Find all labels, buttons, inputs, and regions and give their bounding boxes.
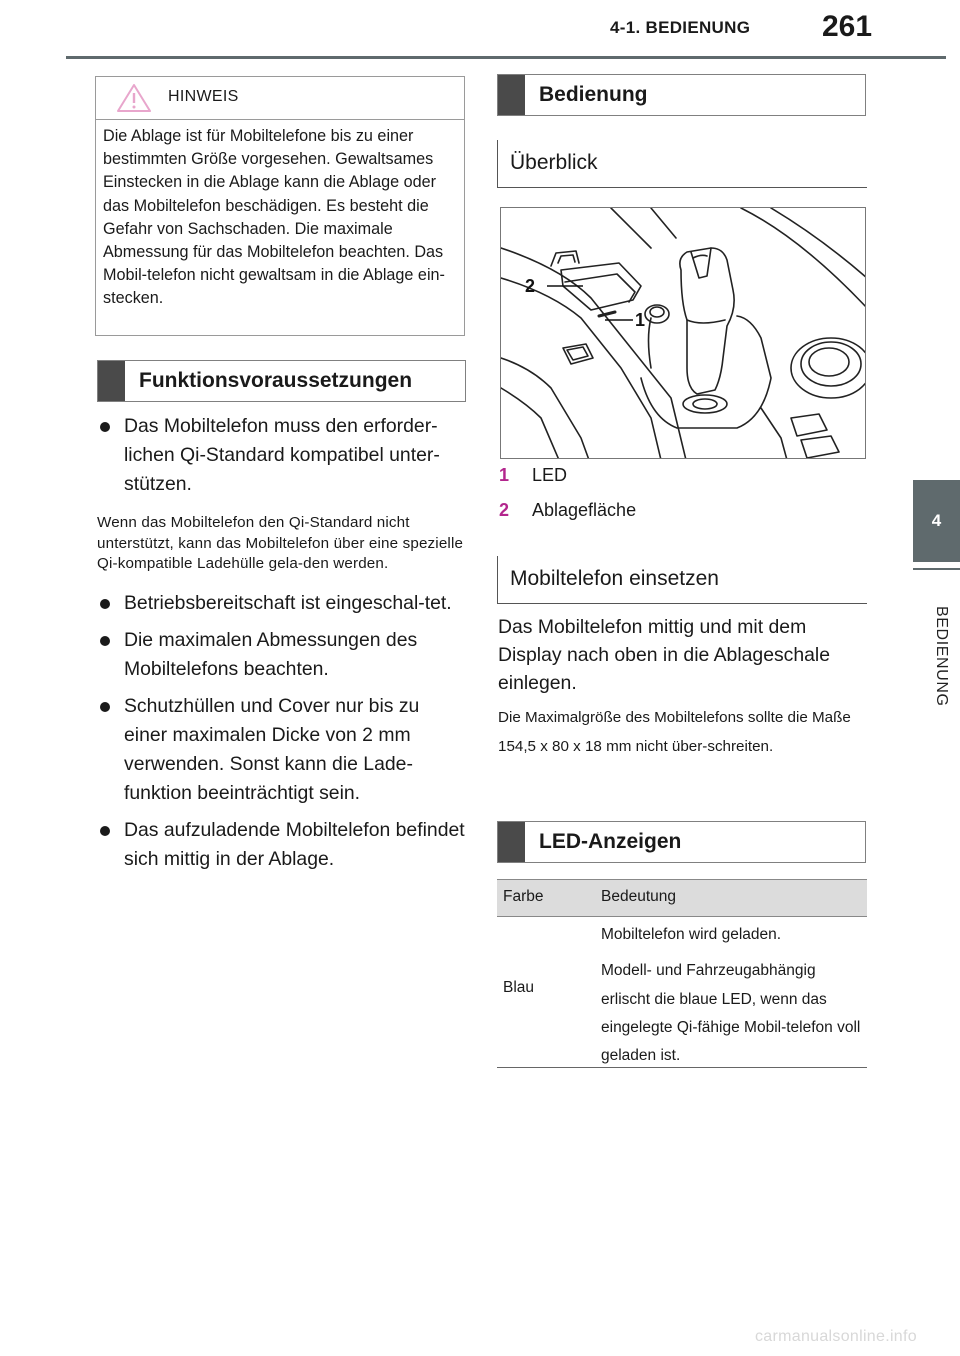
- heading-bar: [498, 822, 525, 862]
- section-title: 4-1. BEDIENUNG: [610, 18, 751, 37]
- heading-bedienung: [497, 74, 866, 116]
- subheading-ueberblick: Überblick: [497, 140, 867, 188]
- heading-led-anzeigen: [497, 821, 866, 863]
- heading-bar: [98, 361, 125, 401]
- heading-text: LED-Anzeigen: [539, 830, 682, 853]
- page-number: 261: [822, 10, 873, 43]
- list-item: Das aufzuladende Mobiltelefon befindet sich mittig in der Ablage.: [97, 816, 467, 874]
- legend-label: LED: [532, 465, 568, 485]
- instruction-paragraph: Das Mobiltelefon mittig und mit dem Display nach oben in die Ablageschale einlegen.: [498, 616, 831, 695]
- notice-header: [96, 77, 464, 120]
- console-illustration: [500, 207, 866, 459]
- table-header: [497, 879, 867, 917]
- chapter-tab[interactable]: [913, 480, 960, 562]
- table-row: [497, 917, 867, 1068]
- note-paragraph: Wenn das Mobiltelefon den Qi-Standard nicht unterstützt, kann das Mobiltelefon über eine spezielle Qi-kompatible Ladehülle gela-den werden.: [97, 514, 464, 572]
- list-item: Die maximalen Abmessungen des Mobiltelefons beachten.: [97, 626, 467, 684]
- legend-item-ablageflaeche: [499, 500, 637, 521]
- meaning-line-1: Mobiltelefon wird geladen.: [601, 926, 782, 943]
- legend-number: 1: [499, 465, 510, 485]
- list-item: Schutzhüllen und Cover nur bis zu einer maximalen Dicke von 2 mm verwenden. Sonst kann die Lade-funktion beeinträchtigt sein.: [97, 692, 467, 808]
- requirements-list: [97, 402, 467, 874]
- cell-color: Blau: [503, 979, 535, 996]
- callout-1: 1: [635, 310, 646, 330]
- notice-title: HINWEIS: [168, 88, 239, 105]
- meaning-gap: [601, 949, 863, 957]
- chapter-tab-rule: [913, 568, 960, 570]
- legend-label: Ablagefläche: [532, 500, 637, 520]
- heading-bar: [498, 75, 525, 115]
- led-table: [497, 879, 867, 1068]
- heading-text: Funktionsvoraussetzungen: [139, 369, 413, 392]
- subheading-mobiltelefon-einsetzen: Mobiltelefon einsetzen: [497, 556, 867, 604]
- legend-number: 2: [499, 500, 510, 520]
- warning-triangle-icon: [116, 83, 152, 113]
- heading-funktionsvoraussetzungen: [97, 360, 466, 402]
- watermark: carmanualsonline.info: [755, 1328, 917, 1345]
- list-item: Betriebsbereitschaft ist eingeschal-tet.: [97, 589, 467, 618]
- callout-2: 2: [525, 276, 536, 296]
- header-rule: [66, 56, 946, 59]
- chapter-label: BEDIENUNG: [933, 606, 950, 707]
- legend-item-led: [499, 465, 568, 486]
- console-drawing: [501, 208, 866, 459]
- column-header-bedeutung: Bedeutung: [601, 888, 676, 905]
- column-header-farbe: Farbe: [503, 888, 544, 905]
- heading-text: Bedienung: [539, 83, 648, 106]
- meaning-line-2: Modell- und Fahrzeugabhängig erlischt die blaue LED, wenn das eingelegte Qi-fähige Mobil-telefon voll geladen ist.: [601, 962, 861, 1065]
- chapter-number: 4: [931, 511, 942, 530]
- cell-meaning: [601, 921, 863, 1070]
- size-note: Die Maximalgröße des Mobiltelefons sollte die Maße 154,5 x 80 x 18 mm nicht über-schreiten.: [498, 709, 851, 755]
- notice-text: Die Ablage ist für Mobiltelefone bis zu einer bestimmten Größe vorgesehen. Gewaltsames Einstecken in die Ablage kann die Ablage oder das Mobiltelefon beschädigen. Es besteht die Gefahr von Sachschaden. Die maximale Abmessung für das Mobiltelefon beachten. Das Mobil-telefon nicht gewaltsam in die Ablage ein-stecken.: [103, 127, 445, 308]
- list-item: Das Mobiltelefon muss den erforder-lichen Qi-Standard kompatibel unter-stützen.: [97, 412, 467, 499]
- notice-box: [95, 76, 465, 336]
